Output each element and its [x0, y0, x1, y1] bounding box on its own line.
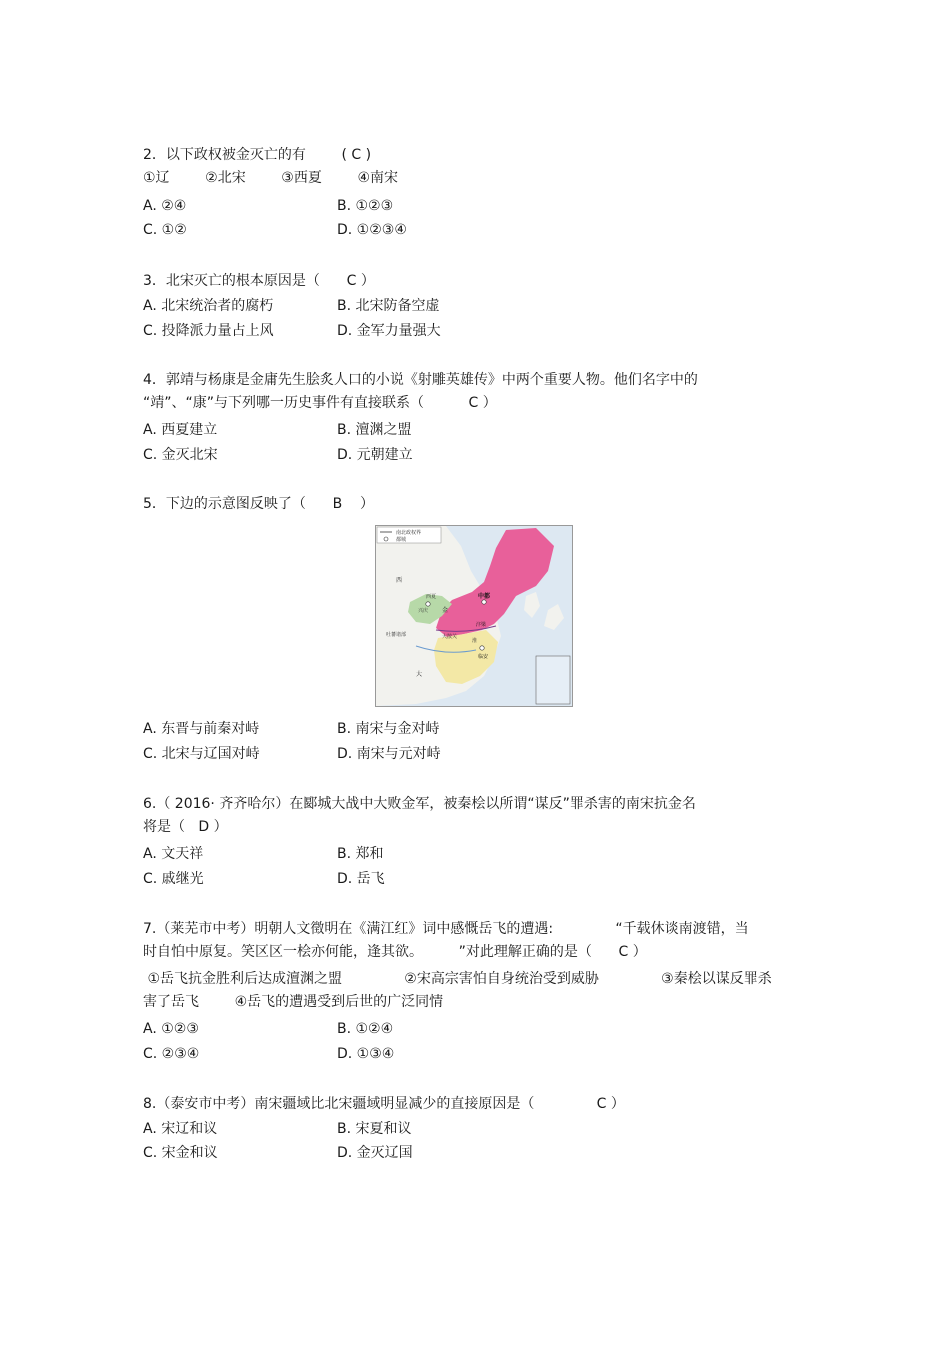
- q5-option-a: A. 东晋与前秦对峙: [143, 721, 260, 737]
- map-label-tubo: 吐蕃诸部: [386, 632, 407, 638]
- q7-option-c: C. ②③④: [143, 1046, 200, 1062]
- map-capital-linan-icon: [480, 646, 484, 650]
- q8-option-d: D. 金灭辽国: [337, 1145, 413, 1161]
- q3-option-d: D. 金军力量强大: [337, 323, 441, 339]
- q6-stem-line1: 6.（ 2016· 齐齐哈尔）在郾城大战中大败金军，被秦桧以所谓“谋反”罪杀害的南宋抗金名: [143, 796, 696, 812]
- map-capital-xingqing-icon: [426, 602, 430, 606]
- map-label-xingqing: 兴庆: [418, 608, 429, 614]
- q7-option-d: D. ①③④: [337, 1046, 395, 1062]
- map-label-huai: 淮: [472, 638, 478, 644]
- q3-option-a: A. 北宋统治者的腐朽: [143, 298, 274, 314]
- q8-option-b: B. 宋夏和议: [337, 1121, 412, 1137]
- q6-stem-line2: 将是（ D ）: [143, 819, 228, 835]
- q4-option-d: D. 元朝建立: [337, 447, 413, 463]
- q2-option-d: D. ①②③④: [337, 222, 407, 238]
- q5-stem: 5．下边的示意图反映了（ B ）: [143, 496, 375, 512]
- q3-stem: 3．北宋灭亡的根本原因是（ C ）: [143, 273, 375, 289]
- q3-option-b: B. 北宋防备空虚: [337, 298, 440, 314]
- q5-option-c: C. 北宋与辽国对峙: [143, 746, 260, 762]
- map-legend-text-1: 南北政权界: [396, 530, 422, 536]
- q7-stem-line4: 害了岳飞 ④岳飞的遭遇受到后世的广泛同情: [143, 994, 444, 1010]
- map-capital-zhongdu-icon: [482, 600, 486, 604]
- q7-stem-line2: 时自怕中原复。笑区区一桧亦何能，逢其欲。 ”对此理解正确的是（ C ）: [143, 944, 647, 960]
- map-label-dasanguan: 大散关: [442, 634, 458, 640]
- q7-option-a: A. ①②③: [143, 1021, 199, 1037]
- q5-option-d: D. 南宋与元对峙: [337, 746, 441, 762]
- q4-stem-line2: “靖”、“康”与下列哪一历史事件有直接联系（ C ）: [143, 395, 497, 411]
- map-label-bianliang: 汴梁: [476, 622, 487, 628]
- q6-option-c: C. 戚继光: [143, 871, 204, 887]
- map-label-zhongdu: 中都: [478, 593, 491, 600]
- q8-option-a: A. 宋辽和议: [143, 1121, 218, 1137]
- map-label-dali: 大: [416, 671, 423, 678]
- map-label-xi: 西: [396, 577, 403, 584]
- q2-items: ①辽 ②北宋 ③西夏 ④南宋: [143, 170, 399, 186]
- map-label-jin: 金: [442, 607, 449, 614]
- q4-option-a: A. 西夏建立: [143, 422, 218, 438]
- q6-option-b: B. 郑和: [337, 846, 384, 862]
- q4-option-c: C. 金灭北宋: [143, 447, 218, 463]
- q8-option-c: C. 宋金和议: [143, 1145, 218, 1161]
- q2-stem: 2．以下政权被金灭亡的有 ( C ): [143, 147, 372, 163]
- map-legend-text-2: 都城: [396, 537, 407, 543]
- q7-stem-line3: ①岳飞抗金胜利后达成澶渊之盟 ②宋高宗害怕自身统治受到威胁 ③秦桧以谋反罪杀: [143, 971, 772, 987]
- q2-option-b: B. ①②③: [337, 198, 394, 214]
- map-label-linan: 临安: [478, 654, 489, 660]
- q4-stem-line1: 4．郭靖与杨康是金庸先生脍炙人口的小说《射雕英雄传》中两个重要人物。他们名字中的: [143, 372, 698, 388]
- q7-stem-line1: 7.（莱芜市中考）明朝人文徵明在《满江红》词中感慨岳飞的遭遇: “千载休谈南渡错，当: [143, 921, 749, 937]
- map-label-xiaxia: 西夏: [426, 594, 437, 600]
- q6-option-a: A. 文天祥: [143, 846, 204, 862]
- q4-option-b: B. 澶渊之盟: [337, 422, 412, 438]
- q8-stem: 8.（泰安市中考）南宋疆域比北宋疆域明显减少的直接原因是（ C ）: [143, 1096, 625, 1112]
- map-inset: [536, 656, 570, 704]
- q2-option-a: A. ②④: [143, 198, 187, 214]
- song-jin-map: [375, 525, 573, 707]
- q7-option-b: B. ①②④: [337, 1021, 394, 1037]
- q3-option-c: C. 投降派力量占上风: [143, 323, 274, 339]
- q2-option-c: C. ①②: [143, 222, 187, 238]
- q5-option-b: B. 南宋与金对峙: [337, 721, 440, 737]
- q6-option-d: D. 岳飞: [337, 871, 385, 887]
